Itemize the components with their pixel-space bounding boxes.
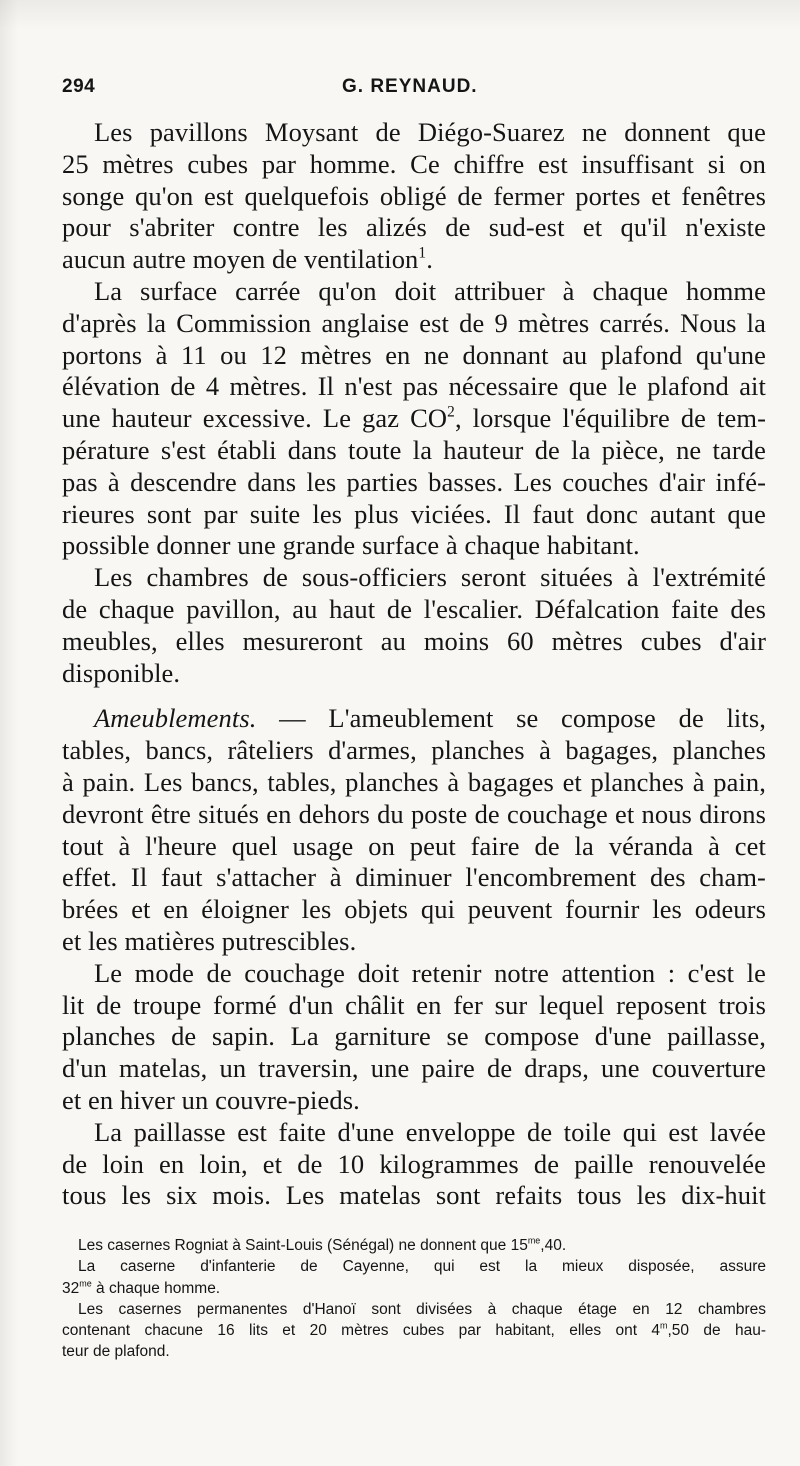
text-line: pour s'abriter contre les alizés de sud-est et qu'il n'existe	[62, 212, 766, 243]
footnote-line: La caserne d'infanterie de Cayenne, qui est la mieux disposée, assure	[78, 1258, 766, 1276]
text-line: devront être situés en dehors du poste de couchage et nous dirons	[62, 798, 766, 829]
text-line: pérature s'est établi dans toute la hauteur de la pièce, ne tarde	[62, 434, 766, 465]
text-line: portons à 11 ou 12 mètres en ne donnant au plafond qu'une	[62, 339, 766, 370]
text-line: brées et en éloigner les objets qui peuvent fournir les odeurs	[62, 894, 766, 925]
text-line: 25 mètres cubes par homme. Ce chiffre est insuffisant si on	[62, 148, 766, 179]
text-line: La paillasse est faite d'une enveloppe de toile qui est lavée	[94, 1116, 766, 1147]
text-line: d'après la Commission anglaise est de 9 mètres carrés. Nous la	[62, 307, 766, 338]
text-line: aucun autre moyen de ventilation$^1$.	[62, 244, 433, 275]
footnote-reference: 1	[418, 244, 427, 262]
text-line: Les chambres de sous-officiers seront situées à l'extrémité	[94, 562, 766, 593]
text-line: élévation de 4 mètres. Il n'est pas nécessaire que le plafond ait	[62, 371, 766, 402]
running-head	[62, 76, 762, 104]
page-number: 294	[62, 76, 96, 97]
section-title: Ameublements.	[94, 703, 257, 734]
paragraph-gap	[62, 689, 766, 703]
text-line: de chaque pavillon, au haut de l'escalier. Défalcation faite des	[62, 593, 766, 624]
text-line: de loin en loin, et de 10 kilogrammes de paille renouvelée	[62, 1148, 766, 1179]
footnote-line: $32^{me}$ à chaque homme.	[62, 1278, 221, 1297]
text-line: pas à descendre dans les parties basses. Les couches d'air infé-	[62, 466, 766, 497]
text-line: tables, bancs, râteliers d'armes, planches à bagages, planches	[62, 735, 766, 766]
text-line: effet. Il faut s'attacher à diminuer l'encombrement des cham-	[62, 862, 766, 893]
text-line: possible donner une grande surface à chaque habitant.	[62, 530, 640, 561]
text-line: à pain. Les bancs, tables, planches à bagages et planches à pain,	[62, 766, 766, 797]
text-line: songe qu'on est quelquefois obligé de fermer portes et fenêtres	[62, 180, 766, 211]
text-line: planches de sapin. La garniture se compose d'une paillasse,	[62, 1021, 766, 1052]
text-line: et en hiver un couvre-pieds.	[62, 1084, 360, 1115]
text-line: tout à l'heure quel usage on peut faire de la véranda à cet	[62, 830, 766, 861]
text-line: disponible.	[62, 657, 181, 688]
footnote-line: teur de plafond.	[62, 1343, 170, 1361]
footnote-line: contenant chacune 16 lits et 20 mètres cubes par habitant, elles ont 4$^m$,50 de hau-	[62, 1320, 766, 1340]
footnotes	[62, 1235, 766, 1363]
footnote-line: Les casernes permanentes d'Hanoï sont divisées à chaque étage en 12 chambres	[78, 1300, 766, 1318]
text-line: d'un matelas, un traversin, une paire de draps, une couverture	[62, 1053, 766, 1084]
co2-superscript: 2	[447, 403, 455, 421]
text-line: rieures sont par suite les plus viciées. Il faut donc autant que	[62, 498, 766, 529]
text-line: Les pavillons Moysant de Diégo-Suarez ne donnent que	[94, 117, 766, 147]
footnote-line: Les casernes Rogniat à Saint-Louis (Sénégal) ne donnent que $15^{me},40$.	[78, 1235, 567, 1254]
text-line: une hauteur excessive. Le gaz $CO^2$, lorsque l'équilibre de tem-	[62, 403, 766, 434]
text-line: et les matières putrescibles.	[62, 925, 357, 956]
text-line: La surface carrée qu'on doit attribuer à chaque homme	[94, 275, 766, 306]
main-text	[62, 117, 766, 1212]
text-line: Le mode de couchage doit retenir notre attention : c'est le	[94, 957, 766, 988]
text-line: Ameublements. — L'ameublement se compose de lits,	[94, 703, 766, 734]
running-head-author: G. REYNAUD.	[342, 76, 478, 97]
text-line: meubles, elles mesureront au moins 60 mètres cubes d'air	[62, 625, 766, 656]
text-line: lit de troupe formé d'un châlit en fer sur lequel reposent trois	[62, 989, 766, 1020]
text-line: tous les six mois. Les matelas sont refaits tous les dix-huit	[62, 1180, 766, 1211]
